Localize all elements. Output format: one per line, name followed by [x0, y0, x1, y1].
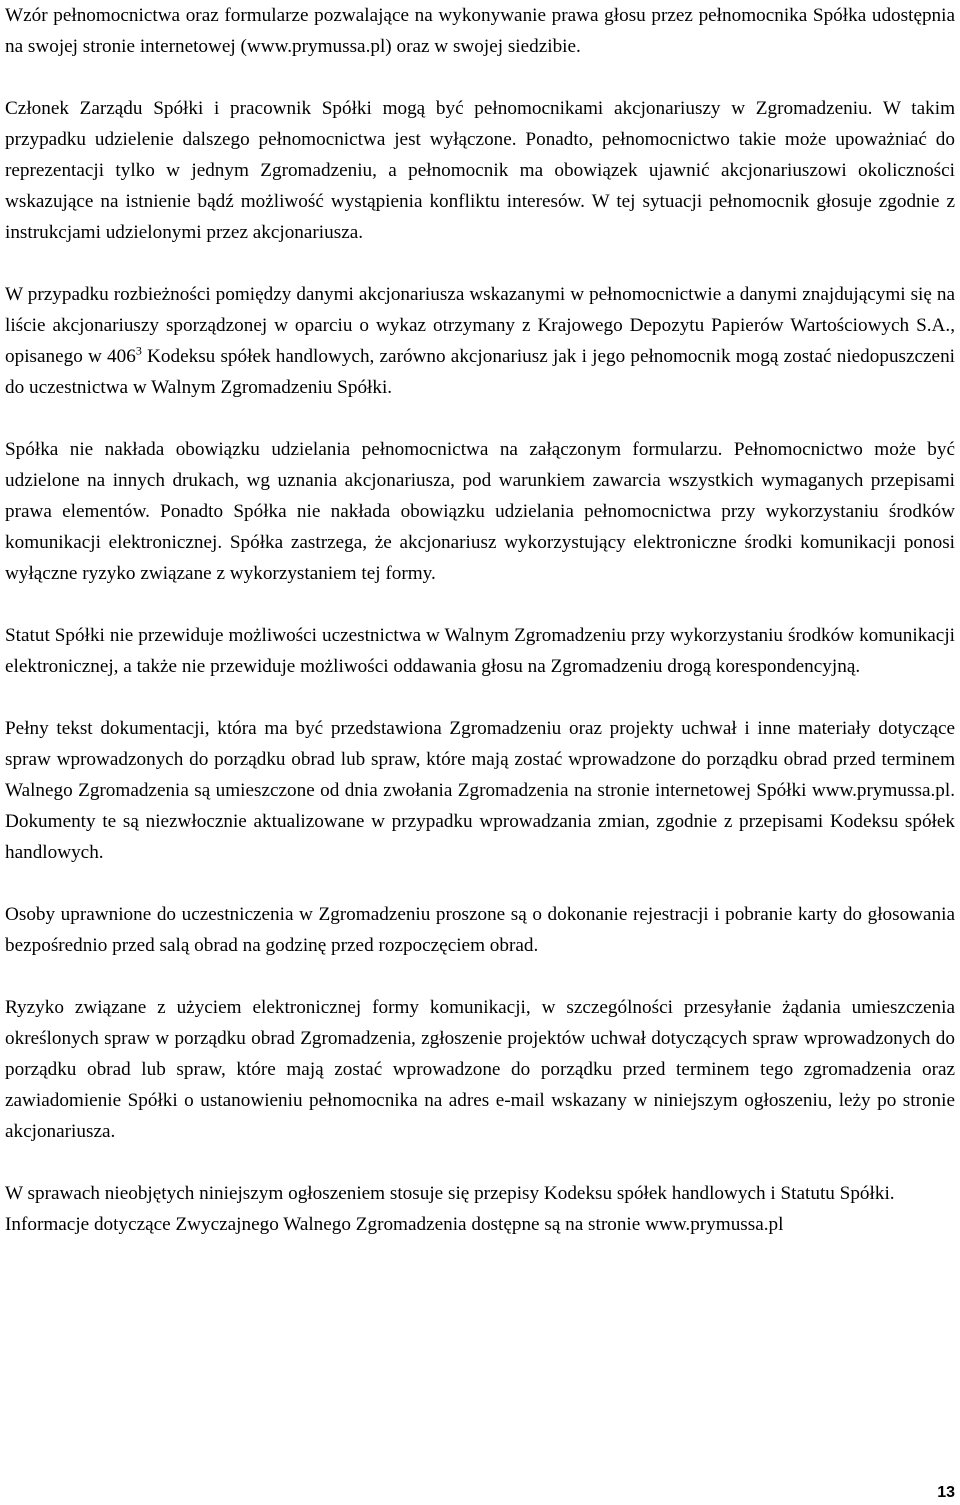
- page-number: 13: [937, 1484, 955, 1501]
- paragraph-applicable-law: W sprawach nieobjętych niniejszym ogłoszeniem stosuje się przepisy Kodeksu spółek handlowych i Statutu Spółki.: [5, 1183, 895, 1204]
- document-body: [5, 0, 955, 1240]
- paragraph-data-discrepancy-part1: W przypadku rozbieżności pomiędzy danymi akcjonariusza wskazanymi w pełnomocnictwie a danymi znajdującymi się na liście akcjonariuszy sporządzonej w oparciu o wykaz otrzymany z Krajowego Depozytu Papierów Wartościowych S.A., opisanego w 406: [5, 284, 955, 367]
- paragraph-documentation: Pełny tekst dokumentacji, która ma być przedstawiona Zgromadzeniu oraz projekty uchwał i inne materiały dotyczące spraw wprowadzonych do porządku obrad lub spraw, które mają zostać wprowadzone do porządku obrad przed terminem Walnego Zgromadzenia są umieszczone od dnia zwołania Zgromadzenia na stronie internetowej Spółki www.prymussa.pl. Dokumenty te są niezwłocznie aktualizowane w przypadku wprowadzania zmian, zgodnie z przepisami Kodeksu spółek handlowych.: [5, 718, 955, 863]
- paragraph-proxy-board-members: Członek Zarządu Spółki i pracownik Spółki mogą być pełnomocnikami akcjonariuszy w Zgromadzeniu. W takim przypadku udzielenie dalszego pełnomocnictwa jest wyłączone. Ponadto, pełnomocnictwo takie może upoważniać do reprezentacji tylko w jednym Zgromadzeniu, a pełnomocnik ma obowiązek ujawnić akcjonariuszowi okoliczności wskazujące na istnienie bądź możliwość wystąpienia konfliktu interesów. W tej sytuacji pełnomocnik głosuje zgodnie z instrukcjami udzielonymi przez akcjonariusza.: [5, 98, 955, 243]
- paragraph-proxy-form-not-required: Spółka nie nakłada obowiązku udzielania pełnomocnictwa na załączonym formularzu. Pełnomocnictwo może być udzielone na innych drukach, wg uznania akcjonariusza, pod warunkiem zawarcia wszystkich wymaganych przepisami prawa elementów. Ponadto Spółka nie nakłada obowiązku udzielania pełnomocnictwa przy wykorzystaniu środków komunikacji elektronicznej. Spółka zastrzega, że akcjonariusz wykorzystujący elektroniczne środki komunikacji ponosi wyłączne ryzyko związane z wykorzystaniem tej formy.: [5, 439, 955, 584]
- paragraph-meeting-info: Informacje dotyczące Zwyczajnego Walnego Zgromadzenia dostępne są na stronie www.prymussa.pl: [5, 1214, 784, 1235]
- paragraph-electronic-participation: Statut Spółki nie przewiduje możliwości uczestnictwa w Walnym Zgromadzeniu przy wykorzystaniu środków komunikacji elektronicznej, a także nie przewiduje możliwości oddawania głosu na Zgromadzeniu drogą korespondencyjną.: [5, 625, 955, 677]
- paragraph-registration: Osoby uprawnione do uczestniczenia w Zgromadzeniu proszone są o dokonanie rejestracji i pobranie karty do głosowania bezpośrednio przed salą obrad na godzinę przed rozpoczęciem obrad.: [5, 904, 955, 956]
- paragraph-data-discrepancy: [5, 279, 955, 403]
- article-superscript: 3: [135, 343, 142, 358]
- paragraph-electronic-risk: Ryzyko związane z użyciem elektronicznej formy komunikacji, w szczególności przesyłanie żądania umieszczenia określonych spraw w porządku obrad Zgromadzenia, zgłoszenie projektów uchwał dotyczących spraw wprowadzonych do porządku obrad lub spraw, które mają zostać wprowadzone do porządku przed terminem tego zgromadzenia oraz zawiadomienie Spółki o ustanowieniu pełnomocnika na adres e-mail wskazany w niniejszym ogłoszeniu, leży po stronie akcjonariusza.: [5, 997, 955, 1142]
- paragraph-data-discrepancy-part2: Kodeksu spółek handlowych, zarówno akcjonariusz jak i jego pełnomocnik mogą zostać niedopuszczeni do uczestnictwa w Walnym Zgromadzeniu Spółki.: [5, 346, 955, 398]
- paragraph-proxy-forms: Wzór pełnomocnictwa oraz formularze pozwalające na wykonywanie prawa głosu przez pełnomocnika Spółka udostępnia na swojej stronie internetowej (www.prymussa.pl) oraz w swojej siedzibie.: [5, 5, 955, 57]
